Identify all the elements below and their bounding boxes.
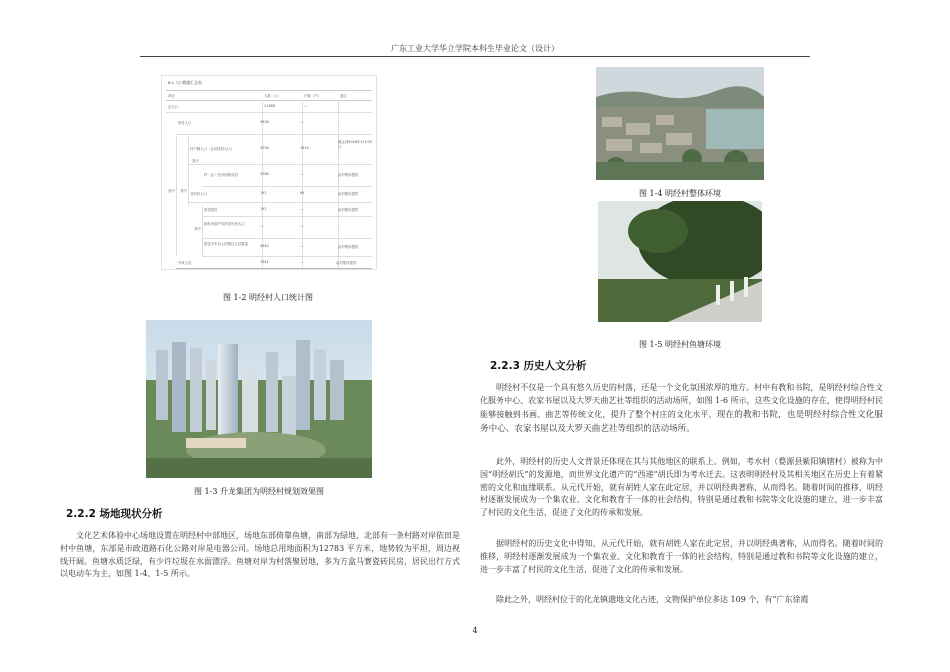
table-row bbox=[202, 202, 372, 217]
section-heading-2-2-3: 2.2.3 历史人文分析 bbox=[490, 360, 587, 372]
table-row bbox=[202, 238, 372, 257]
row-people: 11368 bbox=[264, 104, 275, 108]
row-households: --- bbox=[300, 244, 304, 248]
row-households: --- bbox=[300, 172, 304, 176]
paragraph: 据明经村的历史文化中得知，从元代开始，就有胡姓人家在此定居，并以明经典著称，从而得名。随着时间的推移，明经村逐渐发展成为一个集农业、文化和教育于一体的社会结构，特别是通过教和书院等文化设施的建立，进一步丰富了村民的文化生活，促进了文化的传承和发展。 bbox=[480, 539, 883, 574]
planning-rendering-image bbox=[146, 320, 372, 478]
table-row bbox=[176, 256, 372, 269]
row-households: --- bbox=[304, 104, 308, 108]
table-title: 6.1 人口数据汇总表 bbox=[168, 80, 202, 85]
row-note: 由村集体提供 bbox=[338, 208, 359, 212]
row-households: --- bbox=[300, 224, 304, 228]
row-households: --- bbox=[300, 260, 304, 264]
table-divider bbox=[176, 136, 177, 256]
row-households: --- bbox=[300, 207, 304, 211]
row-label: 村户籍人口（含农转居人口） bbox=[190, 147, 235, 151]
table-side-label: 其中 bbox=[192, 159, 199, 163]
population-table bbox=[161, 75, 377, 270]
paragraph bbox=[480, 382, 883, 436]
table-row bbox=[188, 186, 372, 203]
figure-caption: 图 1-3 升龙集团为明经村规划效果图 bbox=[194, 487, 324, 496]
row-note: 由村集体提供 bbox=[338, 173, 359, 177]
paragraph: 除此之外，明经村位于的化龙镇邈地文化古迹，文物保护单位多达 109 个，有“广东徐霞 bbox=[496, 595, 809, 604]
row-label: 常住人口 bbox=[178, 121, 192, 125]
table-row bbox=[176, 112, 372, 135]
figure-caption: 图 1-5 明经村鱼塘环境 bbox=[639, 340, 721, 349]
table-side-label: 其中 bbox=[194, 227, 201, 231]
village-environment-image bbox=[596, 67, 764, 180]
row-note: 由村集体提供 bbox=[338, 192, 359, 196]
figure-caption: 图 1-4 明经村整体环境 bbox=[639, 189, 721, 198]
table-side-label: 其中 bbox=[168, 189, 175, 193]
table-side-label: 其中 bbox=[180, 189, 187, 193]
row-label: 常居居民 bbox=[204, 208, 218, 212]
table-row bbox=[188, 134, 372, 165]
table-row bbox=[202, 164, 372, 187]
row-people: 192 bbox=[260, 191, 267, 195]
fish-pond-image bbox=[598, 201, 762, 322]
running-header: 广东工业大学华立学院本科生毕业论文（设计） bbox=[391, 44, 559, 53]
paragraph-text-large: 现在的教和书院，也是明经村综合性文化服务中心、农家书屋以及大罗天曲艺社等组织的活动场所。 bbox=[480, 409, 883, 434]
row-label: 村（社）经济组织成员 bbox=[204, 173, 238, 177]
row-note: 截止到2018年11月25日 bbox=[338, 140, 373, 149]
row-households: 1619 bbox=[300, 146, 309, 150]
row-people: --- bbox=[260, 224, 264, 228]
paragraph: 文化艺术体验中心场地设置在明经村中部地区，场地东部倚靠鱼塘，南部为绿地，北部有一条村路对岸依田是村中鱼塘，东部是市政道路石化公路对岸是电器公司。场地总用地面积为12783 平方米，地势较为平坦，周边视线开阔。鱼塘水质泛绿，有少许垃圾在水面漂浮。鱼塘对岸为村落聚居地，多为方盒马赛瓷砖民房，居民出行方式以电动车为主，如图 1-4、1-5 所示。 bbox=[60, 531, 460, 579]
row-people: 3928 bbox=[260, 120, 269, 124]
table-row bbox=[202, 216, 372, 239]
table-header: 人数（人） bbox=[264, 94, 281, 98]
row-label: 非村民人口 bbox=[190, 192, 207, 196]
row-label: 外来人员 bbox=[178, 261, 192, 265]
row-people: 3166 bbox=[260, 172, 269, 176]
row-households: --- bbox=[300, 120, 304, 124]
row-people: 3736 bbox=[260, 146, 269, 150]
header-rule bbox=[140, 56, 810, 57]
row-label: 总人口 bbox=[168, 105, 179, 109]
row-households: 69 bbox=[300, 191, 305, 195]
table-header: 备注 bbox=[340, 94, 347, 98]
figure-caption: 图 1-2 明经村人口统计图 bbox=[223, 293, 313, 302]
paragraph: 此外，明经村的历史人文背景还体现在其与其他地区的联系上。例如，考水村（婺源县紫阳镇辖村）被称为中国“明经胡氏”的发源地，而世界文化遗产的“西递”胡氏即为考水迁去。这表明明经村及其相关地区在历史上有着紧密的文化和血缘联系。从元代开始，就有胡姓人家在此定居，并以明经典著称，从而得名。随着时间的推移，明经村逐渐发展成为一个集农业、文化和教育于一体的社会结构，特别是通过教和书院等文化设施的建立，进一步丰富了村民的文化生活，促进了文化的传承和发展。 bbox=[480, 457, 883, 518]
row-label: 居住半年以上的暂住人员数量 bbox=[204, 242, 249, 246]
row-label: 拥有房屋产权的非村民人口 bbox=[204, 222, 245, 226]
row-note: 由村集体提供 bbox=[336, 261, 357, 265]
paragraph-text: 明经村不仅是一个具有悠久历史的村落，还是一个文化氛围浓厚的地方。村中有教和书院，是明经村综合性文化服务中心、农家书屋以及大罗天曲艺社等组织的活动场所，如图 1-6 所示，这些文化设施的存在，使得明经村民能够接触到书画、曲艺等传统文化，提升了整个村庄的文化水平， bbox=[480, 383, 883, 419]
page-number: 4 bbox=[472, 626, 478, 635]
section-heading-2-2-2: 2.2.2 场地现状分析 bbox=[66, 508, 163, 520]
row-note: 由村集体提供 bbox=[338, 245, 359, 249]
row-people: 7441 bbox=[260, 260, 269, 264]
table-header: 户数（户） bbox=[304, 94, 321, 98]
table-header: 项目 bbox=[168, 94, 175, 98]
row-people: 192 bbox=[260, 207, 267, 211]
row-people: 5940 bbox=[260, 244, 269, 248]
